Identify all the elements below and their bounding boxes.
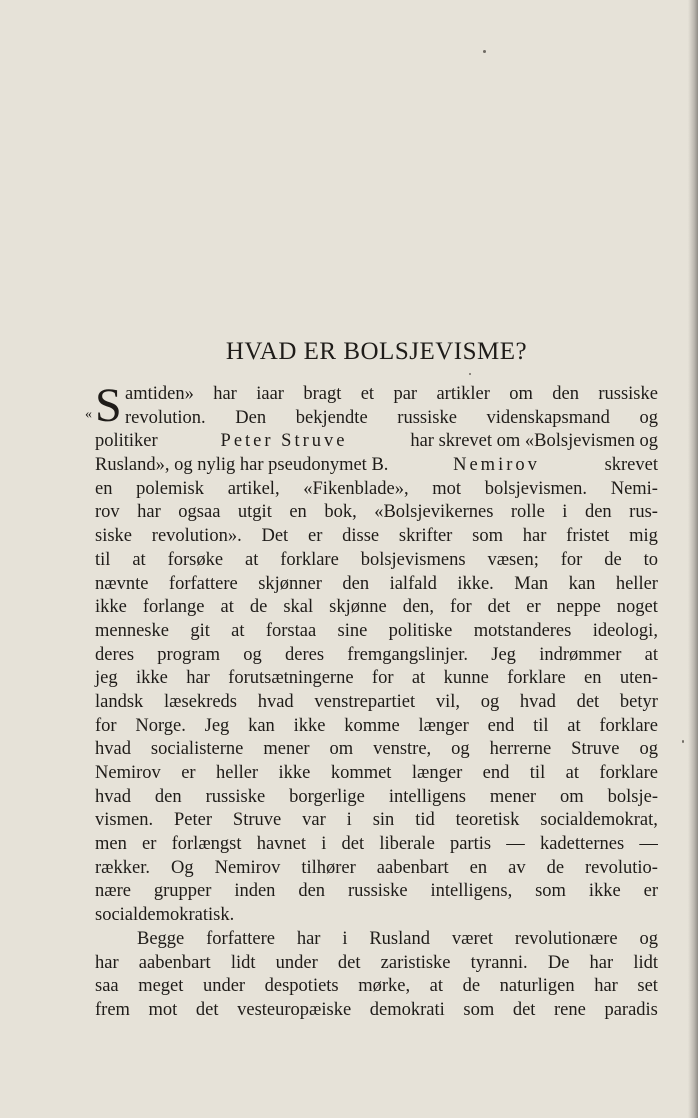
word: i xyxy=(562,502,568,523)
word: bragt xyxy=(303,384,342,404)
word: forsøke xyxy=(167,549,224,570)
word: aabenbart xyxy=(138,952,211,973)
word: som xyxy=(463,999,495,1020)
word: meget xyxy=(138,976,184,997)
text-line xyxy=(95,715,658,739)
chapter-title: HVAD ER BOLSJEVISME? xyxy=(225,338,528,365)
word: russiske xyxy=(205,786,266,807)
text-line xyxy=(125,383,658,407)
word: ideologi, xyxy=(592,620,658,641)
word: ikke xyxy=(95,597,127,618)
word: Begge xyxy=(137,928,185,949)
word: mot xyxy=(432,478,462,499)
word: og xyxy=(243,644,262,665)
word: intelligens, xyxy=(430,881,513,902)
word: borgerlige xyxy=(289,786,365,807)
word: noget xyxy=(616,597,658,618)
word: og xyxy=(639,928,658,949)
text-line xyxy=(95,644,658,668)
word: er xyxy=(526,597,541,618)
word: ikke xyxy=(278,763,311,783)
text-line xyxy=(95,596,658,620)
word: Peter xyxy=(173,810,212,831)
word: iaar xyxy=(256,384,284,404)
word: var xyxy=(302,810,326,831)
word: «Bolsjevikernes xyxy=(374,502,494,523)
word: inden xyxy=(234,881,276,902)
word: nære xyxy=(95,881,131,902)
text-line xyxy=(95,833,658,857)
word: forklare xyxy=(599,715,658,736)
word: til xyxy=(529,763,546,783)
word: kadetternes xyxy=(539,834,625,855)
word: deres xyxy=(95,644,135,665)
text-span: skrevet xyxy=(604,455,658,476)
word: kan xyxy=(248,715,275,736)
word: tyranni. xyxy=(470,952,528,973)
word: russiske xyxy=(598,384,658,404)
word: bok, xyxy=(324,502,357,523)
word: om xyxy=(509,384,533,404)
word: Rusland xyxy=(369,928,430,949)
word: hvad xyxy=(257,691,294,712)
word: bolsjevismen. xyxy=(484,478,588,499)
word: en xyxy=(584,668,602,689)
word: at xyxy=(565,763,579,783)
word: det xyxy=(512,999,536,1020)
word: Norge. xyxy=(135,715,186,736)
word: politiske xyxy=(388,620,453,641)
word: siske xyxy=(95,526,132,547)
word: Den xyxy=(235,407,267,428)
text-line xyxy=(95,928,658,952)
word: læsekreds xyxy=(164,691,237,712)
text-line xyxy=(95,809,658,833)
word: revolutionære xyxy=(514,928,618,949)
word: av xyxy=(508,857,526,878)
word: under xyxy=(275,952,318,973)
word: videnskapsmand xyxy=(486,407,610,428)
word: og xyxy=(480,691,500,712)
word: end xyxy=(482,763,510,783)
word: demokrati xyxy=(369,999,445,1020)
word: socialisterne xyxy=(150,739,244,760)
word: skrifter xyxy=(398,526,453,547)
text-line xyxy=(95,691,658,715)
word: jeg xyxy=(95,668,118,689)
word: længer xyxy=(418,715,469,736)
word: grupper xyxy=(153,881,212,902)
word: russiske xyxy=(397,407,457,428)
word: skjønne xyxy=(329,597,387,618)
word: sin xyxy=(372,810,395,831)
word: de xyxy=(462,976,481,997)
word: har xyxy=(589,952,614,973)
word: har xyxy=(594,976,618,997)
word: rolle xyxy=(510,502,545,523)
drop-cap-wrap xyxy=(95,379,658,432)
word: revolution». xyxy=(151,526,242,547)
word: er xyxy=(643,881,658,902)
text-line xyxy=(95,478,658,502)
word: herrerne xyxy=(489,739,552,760)
text-span: Rusland», og nylig har pseudonymet B. xyxy=(95,455,389,476)
word: har xyxy=(137,502,161,523)
word: de xyxy=(604,549,622,570)
word: har xyxy=(95,952,119,973)
ink-speck xyxy=(483,50,486,53)
word: at xyxy=(644,644,658,665)
word: som xyxy=(535,881,566,902)
word: under xyxy=(202,976,246,997)
drop-cap-letter: S xyxy=(95,379,122,432)
word: menneske xyxy=(95,620,169,641)
word: ikke. xyxy=(457,573,494,594)
word: komme xyxy=(344,715,400,736)
word: Struve xyxy=(571,739,620,760)
word: en xyxy=(469,857,488,878)
word: til xyxy=(95,549,111,570)
word: at xyxy=(220,597,234,618)
word: skjønner xyxy=(258,573,322,594)
word: paradis xyxy=(604,999,658,1020)
word: venstrepartiet xyxy=(314,691,416,712)
word: for xyxy=(450,597,472,618)
ink-speck xyxy=(682,740,684,743)
word: liberale xyxy=(379,834,435,855)
word: for xyxy=(560,549,583,570)
text-line xyxy=(95,999,658,1023)
word: landsk xyxy=(95,691,144,712)
word: i xyxy=(346,810,352,831)
word: fristet xyxy=(566,526,610,547)
text-line xyxy=(95,549,658,573)
word: har xyxy=(213,384,237,404)
word: den xyxy=(298,881,326,902)
word: heller xyxy=(215,763,259,783)
word: rus- xyxy=(629,502,658,523)
word: længer xyxy=(411,763,463,783)
word: den xyxy=(342,573,370,594)
word: rækker. xyxy=(95,857,150,878)
word: set xyxy=(637,976,658,997)
word: Jeg xyxy=(491,644,516,665)
text-line xyxy=(125,407,658,431)
word: mot xyxy=(148,999,178,1020)
word: til xyxy=(533,715,549,736)
text-line xyxy=(95,573,658,597)
word: har xyxy=(296,928,321,949)
word: kan xyxy=(568,573,596,594)
word: teoretisk xyxy=(455,810,520,831)
word: — xyxy=(506,834,525,855)
word: mig xyxy=(629,526,658,547)
word: to xyxy=(643,549,658,570)
text-line xyxy=(95,501,658,525)
word: at xyxy=(231,620,245,641)
text-line xyxy=(95,952,658,976)
word: Det xyxy=(261,526,289,547)
text-line xyxy=(95,786,658,810)
page-edge-shadow xyxy=(688,0,698,1118)
word: «Fikenblade», xyxy=(303,478,409,499)
text-line xyxy=(95,880,658,904)
word: det xyxy=(341,834,365,855)
ink-speck xyxy=(469,373,471,375)
word: frem xyxy=(95,999,130,1020)
word: betyr xyxy=(619,691,658,712)
word: neppe xyxy=(556,597,601,618)
word: hvad xyxy=(519,691,556,712)
word: om xyxy=(329,739,354,760)
word: havnet xyxy=(256,834,306,855)
word: at xyxy=(429,976,444,997)
word: den xyxy=(584,502,612,523)
word: forstaa xyxy=(265,620,317,641)
word: rene xyxy=(554,999,586,1020)
word: ikke xyxy=(293,715,326,736)
spaced-name: Nemirov xyxy=(453,455,540,476)
word: naturligen xyxy=(499,976,575,997)
word: forfattere xyxy=(168,573,238,594)
word: den, xyxy=(402,597,435,618)
word: er xyxy=(181,763,196,783)
text-line xyxy=(95,667,658,691)
word: revolution. xyxy=(125,407,206,428)
word: deres xyxy=(284,644,325,665)
word: og xyxy=(639,739,658,760)
word: men xyxy=(95,834,127,855)
word: kommet xyxy=(330,763,392,783)
word: den xyxy=(154,786,182,807)
text-line xyxy=(95,857,658,881)
spaced-name: Peter Struve xyxy=(220,431,348,452)
word: en xyxy=(95,478,113,499)
word: de xyxy=(249,597,268,618)
word: som xyxy=(472,526,503,547)
word: utgit xyxy=(237,502,272,523)
word: ikke xyxy=(135,668,168,689)
word: hvad xyxy=(95,739,131,760)
word: forfattere xyxy=(206,928,275,949)
word: vesteuropæiske xyxy=(237,999,352,1020)
word: git xyxy=(190,620,210,641)
word: bolsje- xyxy=(607,786,658,807)
word: zaristiske xyxy=(380,952,451,973)
word: et xyxy=(360,384,375,404)
word: bolsjevismens xyxy=(360,549,466,570)
word: Struve xyxy=(232,810,282,831)
word: revolutio- xyxy=(585,857,658,878)
word: væsen; xyxy=(487,549,539,570)
word: end xyxy=(487,715,515,736)
word: at xyxy=(411,668,426,689)
word: forlængst xyxy=(171,834,242,855)
word: polemisk xyxy=(136,478,204,499)
word: partis xyxy=(449,834,492,855)
word: aabenbart xyxy=(376,857,449,878)
word: lidt xyxy=(230,952,256,973)
word: despotiets xyxy=(264,976,339,997)
word: er xyxy=(307,526,323,547)
word: de xyxy=(546,857,565,878)
word: og xyxy=(451,739,470,760)
text-line xyxy=(95,975,658,999)
word: i xyxy=(342,928,348,949)
body-text xyxy=(85,379,658,1023)
word: for xyxy=(95,715,117,736)
word: artikel, xyxy=(227,478,280,499)
word: er xyxy=(142,834,157,855)
word: mener xyxy=(489,786,537,807)
word: intelligens xyxy=(388,786,466,807)
word: at xyxy=(244,549,259,570)
word: ialfald xyxy=(389,573,437,594)
text-line xyxy=(95,454,658,478)
text-line xyxy=(95,525,658,549)
text-line xyxy=(95,620,658,644)
word: program xyxy=(157,644,220,665)
word: det xyxy=(337,952,361,973)
word: socialdemokrat, xyxy=(540,810,658,831)
word: det xyxy=(576,691,600,712)
text-line: socialdemokratisk. xyxy=(95,905,235,926)
word: nævnte xyxy=(95,573,149,594)
word: — xyxy=(639,834,658,855)
word: forlange xyxy=(142,597,205,618)
word: at xyxy=(567,715,581,736)
word: den xyxy=(552,384,579,404)
word: forklare xyxy=(507,668,566,689)
word: skal xyxy=(283,597,314,618)
word: Man xyxy=(514,573,549,594)
word: russiske xyxy=(347,881,408,902)
word: motstanderes xyxy=(473,620,572,641)
word: rov xyxy=(95,502,120,523)
text-line xyxy=(95,430,658,454)
word: for xyxy=(371,668,394,689)
word: artikler xyxy=(436,384,490,404)
word: sine xyxy=(337,620,368,641)
word: bekjendte xyxy=(295,407,368,428)
word: Jeg xyxy=(204,715,230,736)
word: par xyxy=(393,384,418,404)
word: Nemi- xyxy=(610,478,658,499)
word: amtiden» xyxy=(125,384,194,404)
word: uten- xyxy=(619,668,658,689)
text-span: politiker xyxy=(95,431,158,452)
word: venstre, xyxy=(373,739,432,760)
word: Nemirov xyxy=(214,857,281,878)
word: det xyxy=(487,597,511,618)
word: saa xyxy=(95,976,119,997)
word: vil, xyxy=(435,691,460,712)
word: Nemirov xyxy=(95,763,161,783)
word: kunne xyxy=(443,668,489,689)
word: tid xyxy=(415,810,435,831)
word: forklare xyxy=(599,763,658,783)
word: mener xyxy=(263,739,310,760)
word: Og xyxy=(170,857,194,878)
text-span: har skrevet om «Bolsjevismen og xyxy=(410,431,658,452)
word: lidt xyxy=(633,952,658,973)
text-line xyxy=(95,762,658,786)
word: indrømmer xyxy=(539,644,622,665)
text-line xyxy=(95,738,658,762)
word: det xyxy=(195,999,219,1020)
word: ikke xyxy=(588,881,621,902)
word: en xyxy=(289,502,307,523)
word: og xyxy=(639,407,658,428)
word: fremgangslinjer. xyxy=(347,644,469,665)
word: været xyxy=(451,928,493,949)
word: om xyxy=(560,786,584,807)
word: tilhører xyxy=(301,857,356,878)
word: mørke, xyxy=(358,976,411,997)
word: i xyxy=(321,834,327,855)
word: har xyxy=(522,526,547,547)
word: forutsætningerne xyxy=(228,668,354,689)
word: De xyxy=(547,952,570,973)
opening-quote-mark: « xyxy=(85,407,92,422)
word: ogsaa xyxy=(178,502,221,523)
word: disse xyxy=(342,526,380,547)
word: hvad xyxy=(95,786,131,807)
word: forklare xyxy=(280,549,339,570)
word: vismen. xyxy=(95,810,154,831)
word: at xyxy=(132,549,146,570)
word: har xyxy=(186,668,210,689)
word: heller xyxy=(615,573,658,594)
